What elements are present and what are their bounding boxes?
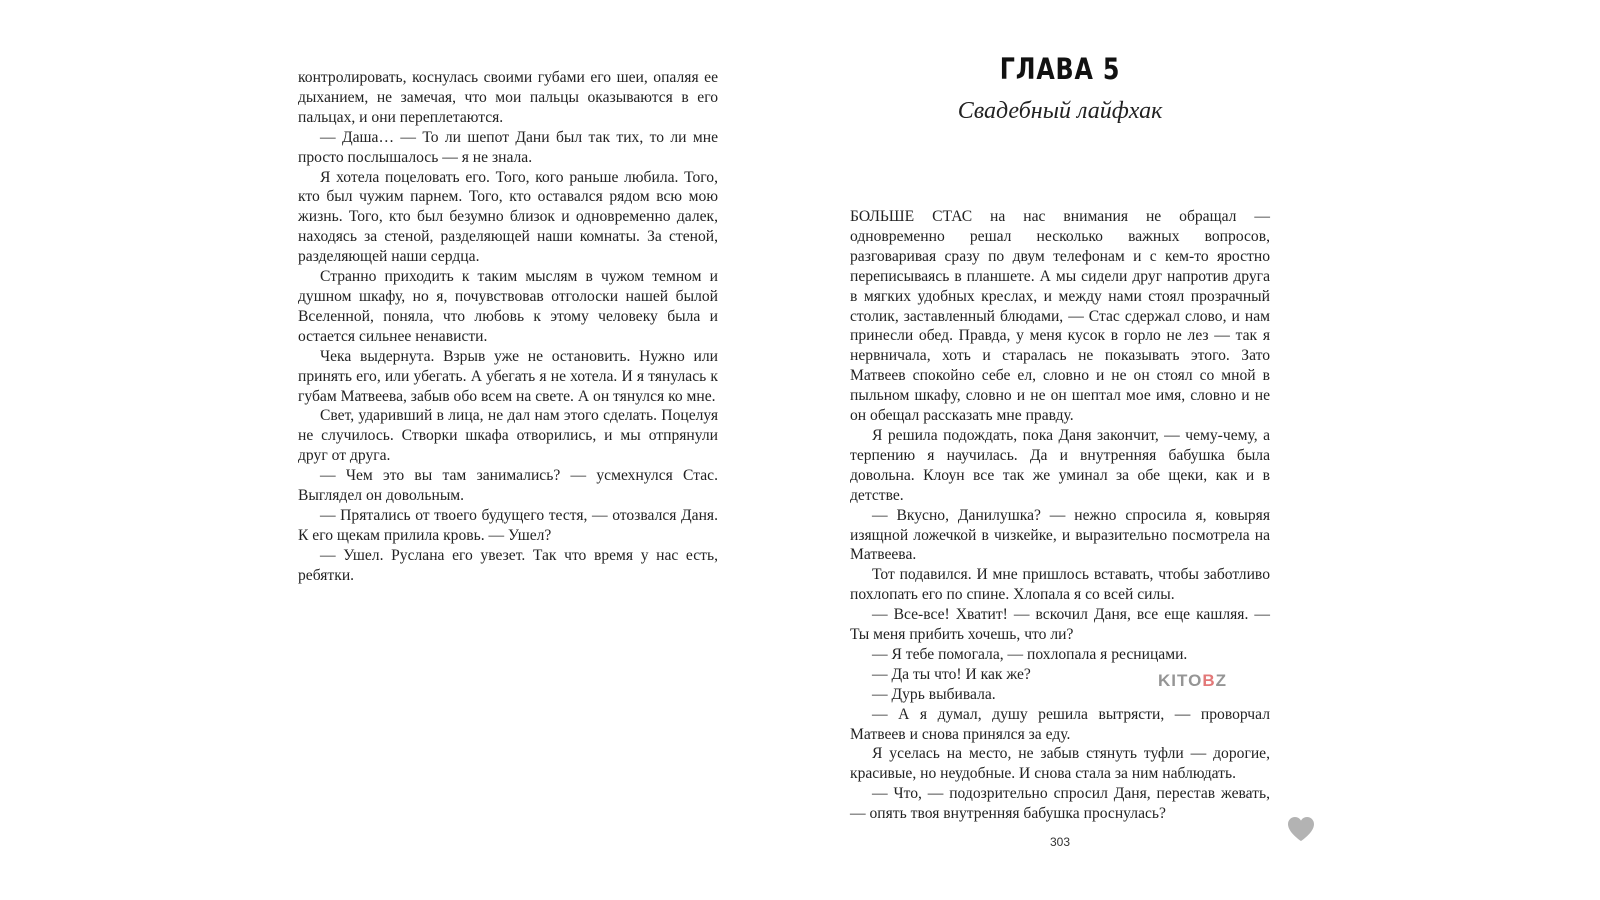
heart-icon[interactable] bbox=[1287, 816, 1315, 842]
chapter-title: ГЛАВА 5 bbox=[999, 52, 1121, 86]
right-page-body bbox=[850, 207, 1270, 824]
left-page bbox=[298, 68, 718, 586]
paragraph: — Я тебе помогала, — похлопала я ресницами. bbox=[872, 645, 1188, 663]
paragraph: Я решила подождать, пока Даня закончит, — чему-чему, а терпению я научилась. Да и внутренняя бабушка была довольна. Клоун все так же уминал за обе щеки, как и в детстве. bbox=[850, 426, 1270, 504]
paragraph: — Даша… — То ли шепот Дани был так тих, то ли мне просто послышалось — я не знала. bbox=[298, 128, 718, 166]
paragraph: — Что, — подозрительно спросил Даня, перестав жевать, — опять твоя внутренняя бабушка проснулась? bbox=[850, 785, 1270, 823]
watermark-text-end: Z bbox=[1215, 671, 1227, 690]
paragraph: Я хотела поцеловать его. Того, кого раньше любила. Того, кто был чужим парнем. Того, кто оставался рядом всю мою жизнь. Того, кто был безумно близок и одновременно далек, находясь за стеной, разделяющей наши комнаты. За стеной, разделяющей наши сердца. bbox=[298, 168, 718, 266]
paragraph: Чека выдернута. Взрыв уже не остановить. Нужно или принять его, или убегать. А убегать я не хотела. И я тянулась к губам Матвеева, забыв обо всем на свете. А он тянулся ко мне. bbox=[298, 347, 718, 405]
paragraph: — А я думал, душу решила вытрясти, — проворчал Матвеев и снова принялся за еду. bbox=[850, 705, 1270, 743]
paragraph: Я уселась на место, не забыв стянуть туфли — дорогие, красивые, но неудобные. И снова стала за ним наблюдать. bbox=[850, 745, 1270, 783]
paragraph: Странно приходить к таким мыслям в чужом темном и душном шкафу, но я, почувствовав отголоски нашей былой Вселенной, поняла, что любовь к этому человеку была и остается сильнее ненависти. bbox=[298, 268, 718, 345]
watermark-logo bbox=[1158, 671, 1227, 691]
paragraph: — Прятались от твоего будущего тестя, — отозвался Даня. К его щекам прилила кровь. — Ушел? bbox=[298, 506, 718, 544]
heart-icon-graphic bbox=[1287, 816, 1315, 842]
left-page-body bbox=[298, 68, 718, 586]
paragraph: — Вкусно, Данилушка? — нежно спросила я, ковыряя изящной ложечкой в чизкейке, и выразительно посмотрела на Матвеева. bbox=[850, 506, 1270, 564]
paragraph: БОЛЬШЕ СТАС на нас внимания не обращал — одновременно решал несколько важных вопросов, разговаривая сразу по двум телефонам и с кем-то яростно переписываясь в планшете. А мы сидели друг напротив друга в мягких удобных креслах, и между нами стоял прозрачный столик, заставленный блюдами, — Стас сдержал слово, и нам принесли обед. Правда, у меня кусок в горло не лез — так я нервничала, хоть и старалась не показывать этого. Зато Матвеев спокойно себе ел, словно и не он стоял со мной в пыльном шкафу, словно и не он шептал мое имя, словно и не он обещал рассказать мне правду. bbox=[850, 208, 1270, 425]
page-number: 303 bbox=[1049, 835, 1071, 849]
paragraph: — Да ты что! И как же? bbox=[872, 665, 1031, 683]
watermark-text-accent: B bbox=[1202, 671, 1216, 690]
chapter-subtitle: Свадебный лайфхак bbox=[957, 98, 1163, 124]
paragraph: Свет, ударивший в лица, не дал нам этого сделать. Поцелуя не случилось. Створки шкафа отворились, и мы отпрянули друг от друга. bbox=[298, 407, 718, 465]
paragraph: Тот подавился. И мне пришлось вставать, чтобы заботливо похлопать его по спине. Хлопала я со всей силы. bbox=[850, 566, 1270, 604]
paragraph: — Все-все! Хватит! — вскочил Даня, все еще кашляя. — Ты меня прибить хочешь, что ли? bbox=[850, 606, 1270, 644]
paragraph: — Дурь выбивала. bbox=[872, 685, 996, 703]
paragraph: — Чем это вы там занимались? — усмехнулся Стас. Выглядел он довольным. bbox=[298, 467, 718, 505]
paragraph: — Ушел. Руслана его увезет. Так что время у нас есть, ребятки. bbox=[298, 546, 718, 584]
paragraph: контролировать, коснулась своими губами его шеи, опаляя ее дыханием, не замечая, что мои пальцы оказываются в его пальцах, и они переплетаются. bbox=[298, 69, 718, 126]
watermark-text-start: KITO bbox=[1158, 671, 1203, 690]
